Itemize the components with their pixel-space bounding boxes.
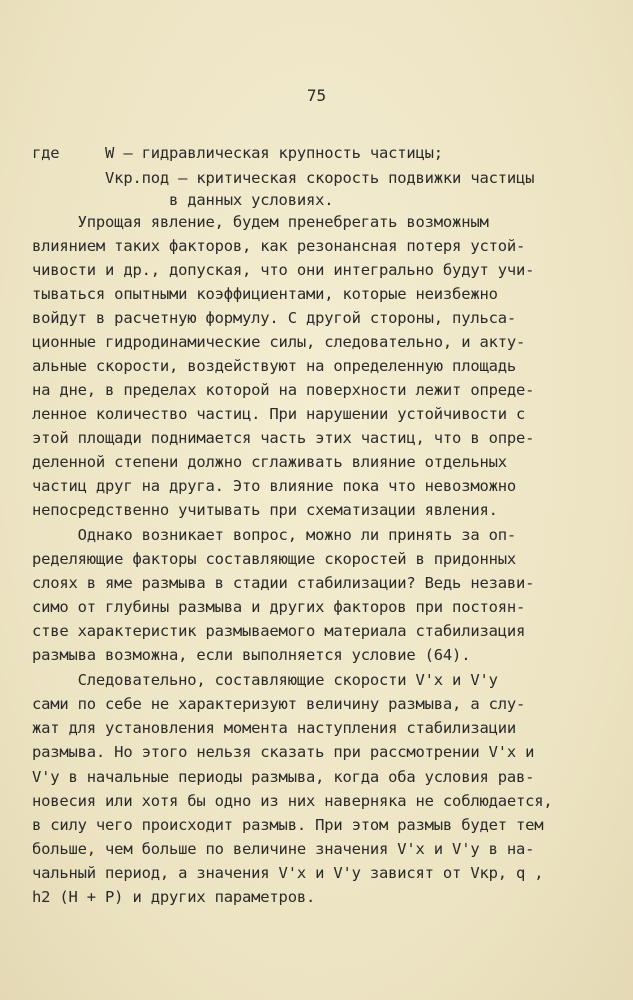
text-line: ределяющие факторы составляющие скоростей в придонных	[32, 550, 516, 568]
text-line: тываться опытными коэффициентами, которые неизбежно	[32, 285, 498, 303]
text-line: деленной степени должно сглаживать влияние отдельных	[32, 453, 507, 471]
text-line: где W – гидравлическая крупность частицы;	[32, 144, 443, 162]
text-line: новесия или хотя бы одно из них наверняка не соблюдается,	[32, 792, 553, 810]
text-line: Следовательно, составляющие скорости V'x и V'y	[32, 671, 498, 689]
text-line: чальный период, а значения V'x и V'y зависят от Vкр, q ,	[32, 864, 544, 882]
text-line: сами по себе не характеризуют величину размыва, а слу-	[32, 695, 526, 713]
text-line: альные скорости, воздействуют на определенную площадь	[32, 357, 516, 375]
text-line: h2 (H + P) и других параметров.	[32, 888, 316, 906]
text-line: размыва. Но этого нельзя сказать при рассмотрении V'x и	[32, 743, 535, 761]
text-line: в силу чего происходит размыв. При этом размыв будет тем	[32, 816, 544, 834]
text-line: непосредственно учитывать при схематизации явления.	[32, 501, 498, 519]
text-line: войдут в расчетную формулу. С другой стороны, пульса-	[32, 309, 516, 327]
text-line: ционные гидродинамические силы, следовательно, и акту-	[32, 333, 526, 351]
text-line: симо от глубины размыва и других факторов при постоян-	[32, 598, 526, 616]
text-line: в данных условиях.	[32, 191, 334, 209]
text-line: стве характеристик размываемого материала стабилизация	[32, 622, 526, 640]
text-line: этой площади поднимается часть этих частиц, что в опре-	[32, 429, 535, 447]
text-line: на дне, в пределах которой на поверхности лежит опреде-	[32, 381, 535, 399]
text-line: больше, чем больше по величине значения V'x и V'y в на-	[32, 840, 535, 858]
text-line: частиц друг на друга. Это влияние пока что невозможно	[32, 477, 516, 495]
text-line: размыва возможна, если выполняется условие (64).	[32, 646, 471, 664]
text-line: Упрощая явление, будем пренебрегать возможным	[32, 213, 489, 231]
text-line: V'y в начальные периоды размыва, когда оба условия рав-	[32, 768, 535, 786]
text-line: Однако возникает вопрос, можно ли принять за оп-	[32, 526, 516, 544]
text-line: ленное количество частиц. При нарушении устойчивости с	[32, 405, 526, 423]
text-line: влиянием таких факторов, как резонансная потеря устой-	[32, 237, 526, 255]
text-line: чивости и др., допуская, что они интегрально будут учи-	[32, 261, 535, 279]
text-line: слоях в яме размыва в стадии стабилизации? Ведь незави-	[32, 574, 535, 592]
page-number: 75	[306, 86, 327, 105]
text-line: Vкр.под – критическая скорость подвижки частицы	[32, 169, 535, 187]
text-line: жат для установления момента наступления стабилизации	[32, 719, 516, 737]
